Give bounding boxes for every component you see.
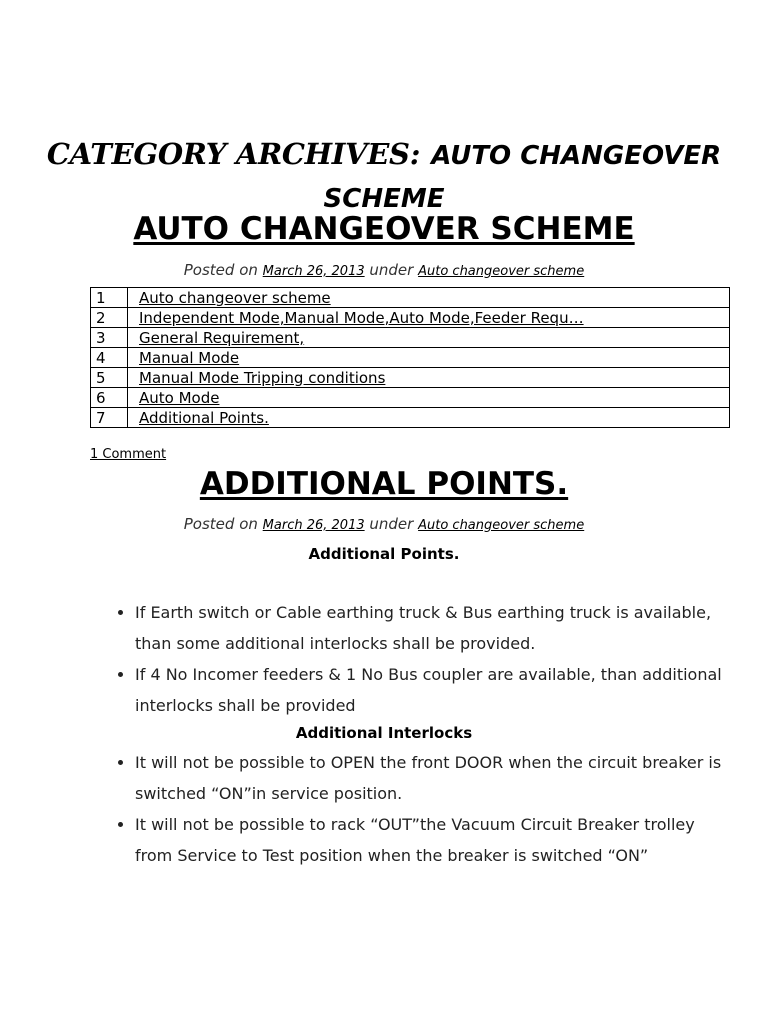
archive-category-name: AUTO CHANGEOVER SCHEME bbox=[323, 141, 722, 214]
list-item: • If Earth switch or Cable earthing truck & Bus earthing truck is available, than some additional interlocks shall be provided. bbox=[135, 597, 735, 659]
list-item: • It will not be possible to rack “OUT”the Vacuum Circuit Breaker trolley from Service to Test position when the breaker is switched “ON” bbox=[135, 809, 735, 871]
toc-row bbox=[91, 288, 730, 308]
post-title[interactable]: AUTO CHANGEOVER SCHEME bbox=[133, 211, 635, 247]
toc-link[interactable]: Manual Mode Tripping conditions bbox=[139, 368, 386, 387]
toc-row bbox=[91, 308, 730, 328]
bullet-list bbox=[90, 747, 735, 871]
post-meta bbox=[0, 259, 768, 283]
archive-title bbox=[0, 133, 768, 219]
toc-number: 3 bbox=[91, 328, 128, 348]
toc-link[interactable]: General Requirement, bbox=[139, 328, 305, 347]
toc-number: 7 bbox=[91, 408, 128, 428]
toc-row bbox=[91, 348, 730, 368]
toc-row bbox=[91, 368, 730, 388]
post-category-link[interactable]: Auto changeover scheme bbox=[418, 518, 585, 533]
toc-row bbox=[91, 328, 730, 348]
table-of-contents bbox=[90, 287, 730, 428]
toc-link[interactable]: Additional Points. bbox=[139, 408, 269, 427]
toc-link[interactable]: Manual Mode bbox=[139, 348, 240, 367]
toc-row bbox=[91, 388, 730, 408]
posted-on-label: Posted on bbox=[183, 515, 258, 533]
under-label: under bbox=[369, 261, 414, 279]
content-subheading: Additional Interlocks bbox=[295, 724, 473, 742]
post-date-link[interactable]: March 26, 2013 bbox=[262, 264, 365, 279]
toc-number: 5 bbox=[91, 368, 128, 388]
toc-number: 4 bbox=[91, 348, 128, 368]
toc-row bbox=[91, 408, 730, 428]
under-label: under bbox=[369, 515, 414, 533]
posted-on-label: Posted on bbox=[183, 261, 258, 279]
post-date-link[interactable]: March 26, 2013 bbox=[262, 518, 365, 533]
toc-number: 2 bbox=[91, 308, 128, 328]
list-item: • If 4 No Incomer feeders & 1 No Bus coupler are available, than additional interlocks shall be provided bbox=[135, 659, 735, 721]
toc-number: 1 bbox=[91, 288, 128, 308]
comments-link[interactable]: 1 Comment bbox=[90, 447, 167, 462]
list-item: • It will not be possible to OPEN the front DOOR when the circuit breaker is switched “ON”in service position. bbox=[135, 747, 735, 809]
toc-number: 6 bbox=[91, 388, 128, 408]
post-category-link[interactable]: Auto changeover scheme bbox=[418, 264, 585, 279]
toc-link[interactable]: Auto Mode bbox=[139, 388, 220, 407]
post-meta bbox=[0, 513, 768, 537]
content-heading: Additional Points. bbox=[308, 545, 460, 563]
archive-title-prefix: CATEGORY ARCHIVES: bbox=[46, 137, 421, 171]
toc-link[interactable]: Independent Mode,Manual Mode,Auto Mode,Feeder Requ… bbox=[139, 308, 584, 327]
toc-link[interactable]: Auto changeover scheme bbox=[139, 288, 331, 307]
post-title[interactable]: ADDITIONAL POINTS. bbox=[199, 466, 569, 502]
bullet-list bbox=[90, 597, 735, 721]
